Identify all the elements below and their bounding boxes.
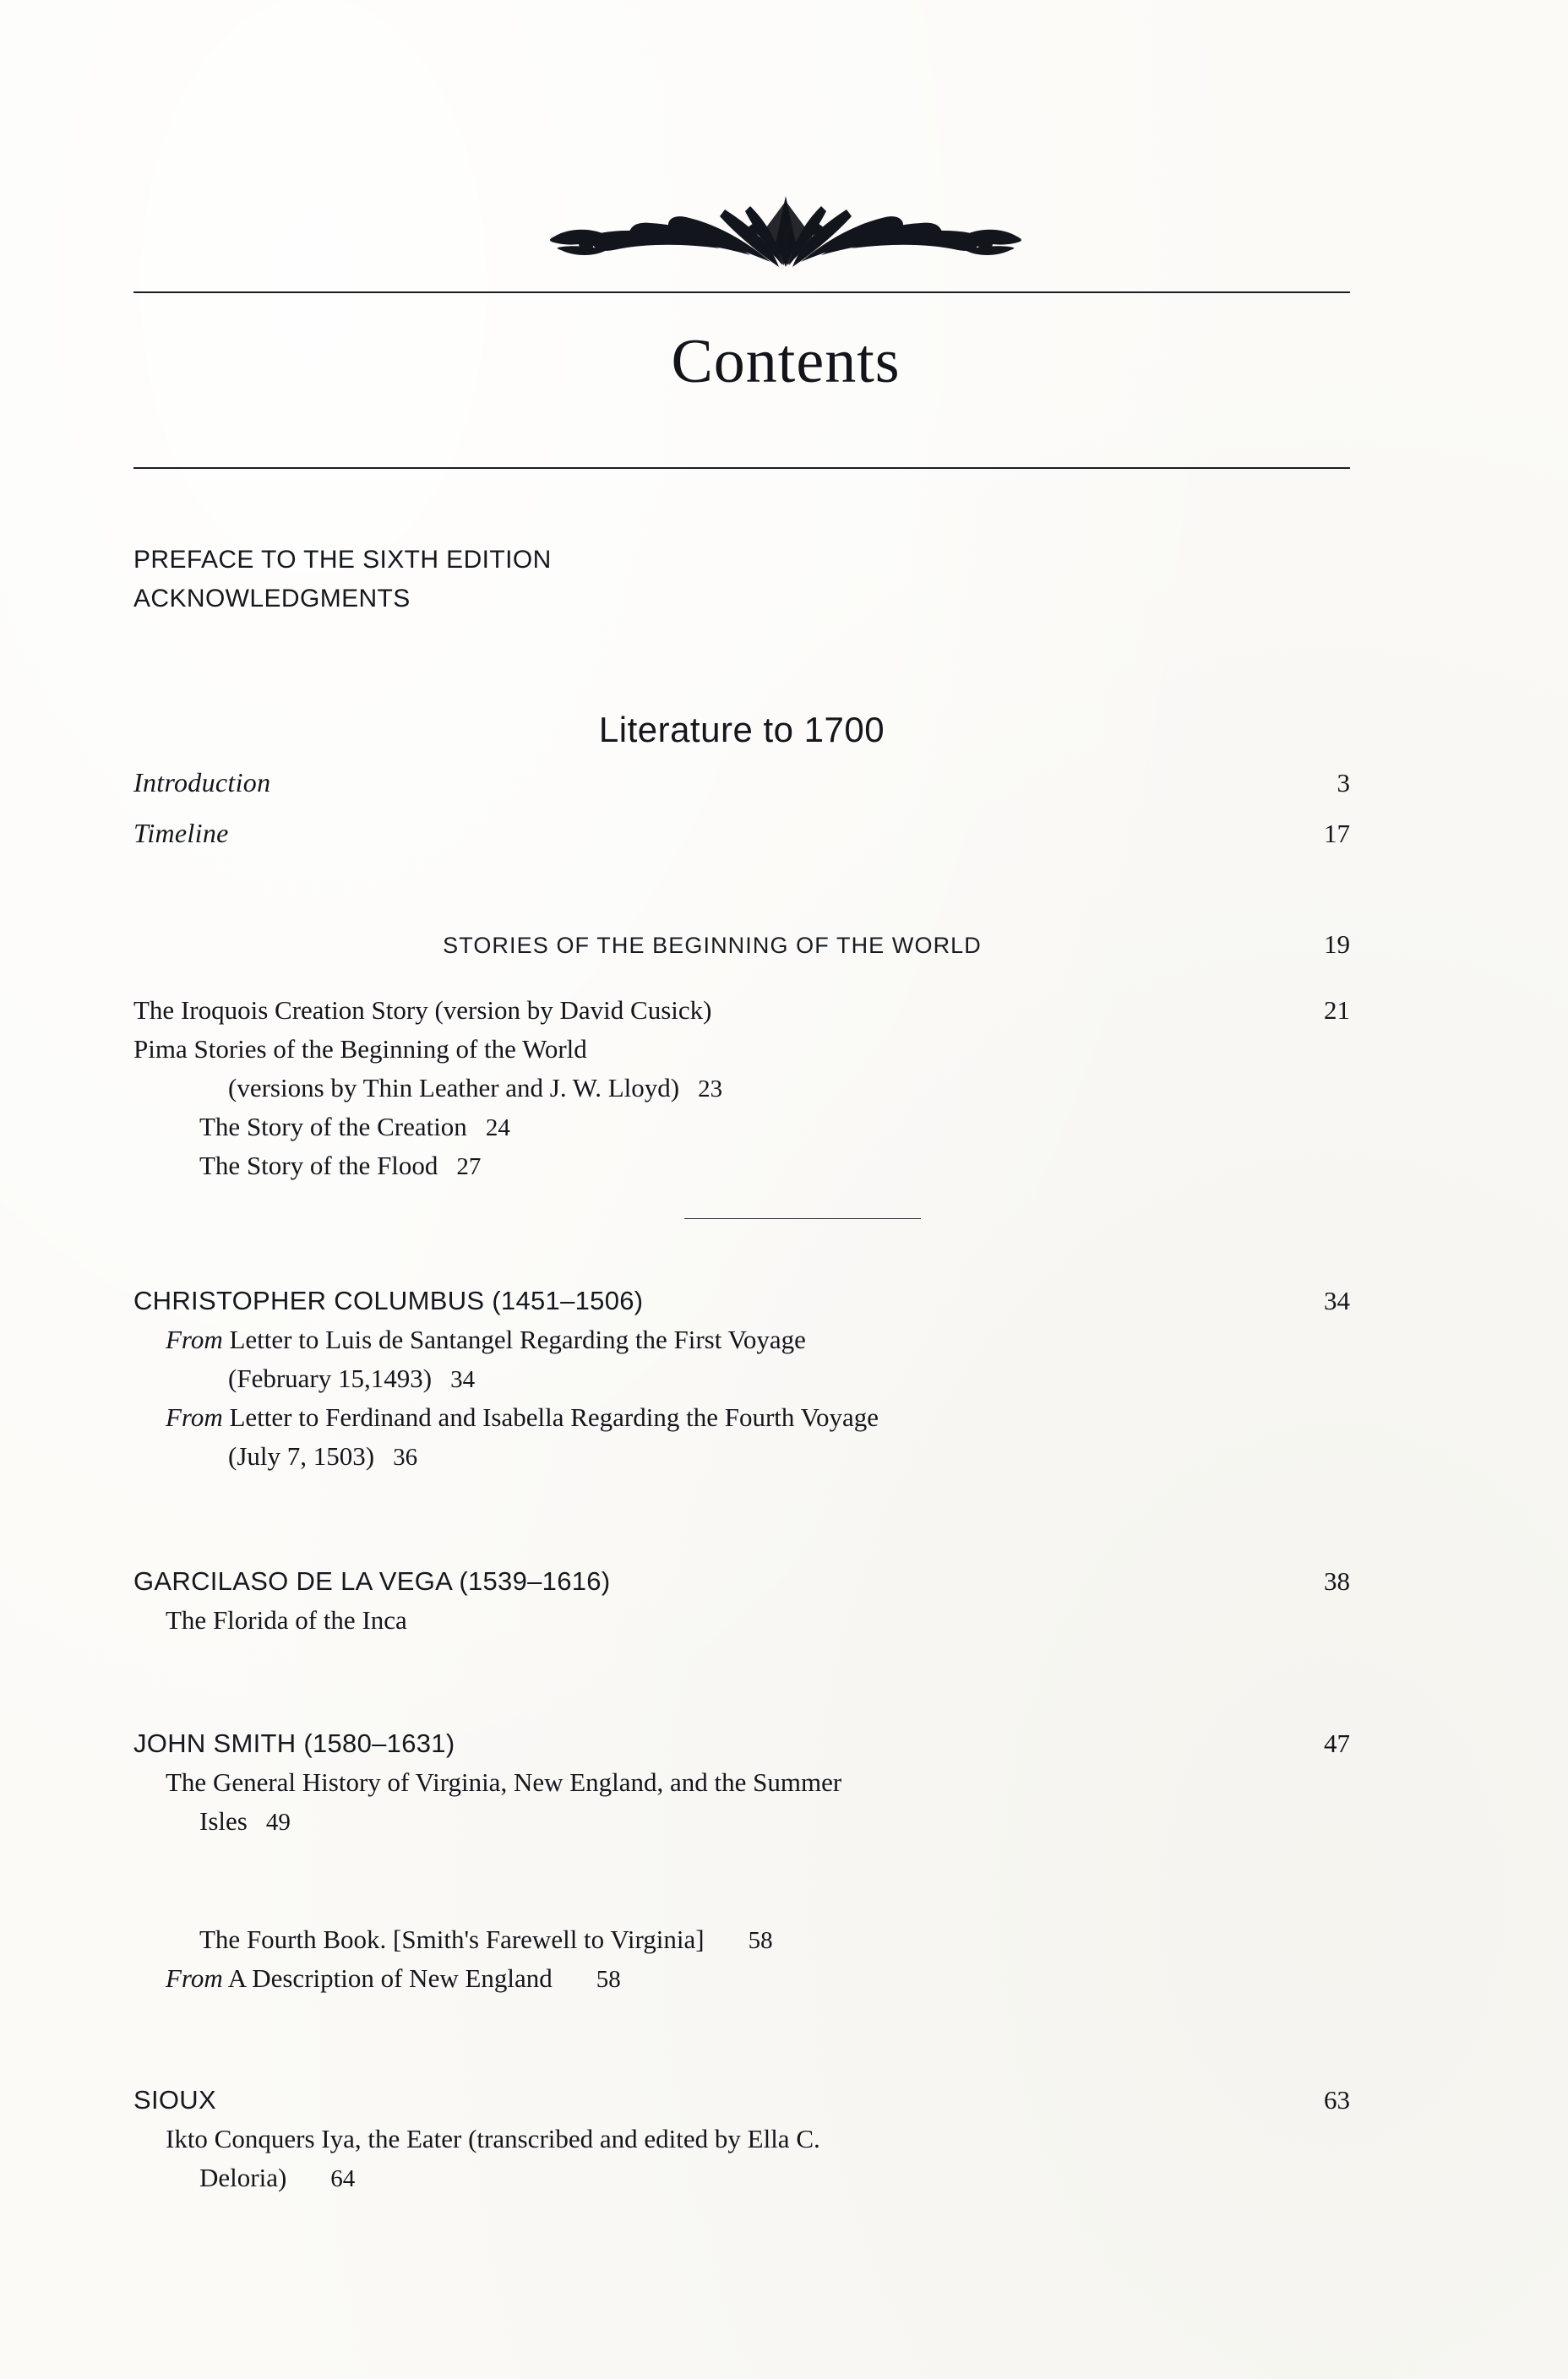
toc-entry-story-flood[interactable] [133,1151,1350,1181]
toc-work[interactable] [133,1364,1350,1394]
toc-entry-page: 3 [1337,768,1350,798]
toc-entry-story-creation[interactable] [133,1112,1350,1142]
toc-work[interactable] [133,2124,1350,2154]
toc-entry-label: The Fourth Book. [Smith's Farewell to Virginia] 58 [199,1924,773,1954]
toc-entry-timeline[interactable] [133,818,1350,849]
toc-entry-inline-page: 58 [596,1966,621,1993]
toc-entry-inline-page: 58 [748,1927,773,1954]
toc-work[interactable] [133,1806,1350,1837]
author-name: SIOUX [133,2085,216,2115]
toc-entry-label: The Iroquois Creation Story (version by David Cusick) [133,995,712,1025]
toc-author-garcilaso[interactable] [133,1566,1350,1597]
page-title: Contents [671,327,901,396]
front-matter-item: PREFACE TO THE SIXTH EDITION [133,546,552,574]
toc-work[interactable] [133,1605,1350,1636]
toc-work[interactable] [133,2163,1350,2193]
toc-work[interactable] [133,1402,1350,1433]
page-content [127,0,1445,2379]
toc-entry-label: Timeline [133,818,229,848]
toc-work[interactable] [133,1924,1350,1955]
toc-entry-label: Deloria) 64 [199,2163,356,2192]
toc-work[interactable] [133,1325,1350,1355]
toc-work[interactable] [133,1963,1350,1994]
toc-entry-inline-page: 27 [456,1153,482,1180]
toc-entry-label: From Letter to Luis de Santangel Regarding the First Voyage [166,1325,806,1354]
toc-entry-label: Isles 49 [199,1806,291,1836]
toc-author-sioux[interactable] [133,2085,1350,2115]
front-matter-item: ACKNOWLEDGMENTS [133,584,411,612]
toc-entry-inline-page: 24 [485,1114,510,1141]
author-name: GARCILASO DE LA VEGA (1539–1616) [133,1566,611,1596]
toc-entry-inline-page: 36 [393,1444,418,1471]
toc-entry-label: Introduction [133,767,271,798]
period-heading: Literature to 1700 [598,710,885,749]
toc-entry-inline-page: 34 [450,1366,476,1393]
toc-entry-pima-versions[interactable] [133,1073,1350,1103]
toc-entry-inline-page: 64 [330,2165,356,2192]
section-heading-page: 19 [1324,929,1350,959]
author-page: 47 [1324,1728,1350,1758]
toc-section-heading-stories[interactable] [133,929,1350,960]
toc-entry-label: Pima Stories of the Beginning of the World [133,1034,587,1064]
toc-entry-pima[interactable] [133,1034,1350,1064]
toc-entry-label: The General History of Virginia, New England, and the Summer [166,1767,842,1797]
toc-entry-page: 21 [1324,995,1350,1025]
toc-entry-label: Ikto Conquers Iya, the Eater (transcribed and edited by Ella C. [166,2124,820,2153]
section-heading-label: STORIES OF THE BEGINNING OF THE WORLD [443,933,982,958]
author-page: 38 [1324,1566,1350,1596]
author-name: JOHN SMITH (1580–1631) [133,1728,455,1758]
toc-entry-iroquois[interactable] [133,995,1350,1026]
decorative-ornament [127,182,1445,279]
toc-entry-introduction[interactable] [133,767,1350,798]
toc-entry-label: (versions by Thin Leather and J. W. Lloyd) 23 [228,1073,723,1102]
toc-entry-label: From Letter to Ferdinand and Isabella Regarding the Fourth Voyage [166,1402,879,1432]
toc-author-john-smith[interactable] [133,1728,1350,1759]
toc-work[interactable] [133,1767,1350,1798]
toc-author-columbus[interactable] [133,1286,1350,1316]
front-matter-list [133,541,1350,618]
toc-entry-page: 17 [1324,819,1350,848]
toc-entry-label: The Florida of the Inca [166,1605,407,1635]
toc-entry-inline-page: 23 [698,1075,723,1102]
author-page: 63 [1324,2085,1350,2115]
toc-work[interactable] [133,1441,1350,1472]
toc-entry-label: (July 7, 1503) 36 [228,1441,418,1471]
section-divider [684,1218,921,1219]
toc-entry-label: The Story of the Flood 27 [199,1151,482,1180]
divider-bottom [133,467,1350,469]
toc-entry-label: The Story of the Creation 24 [199,1112,510,1141]
toc-entry-label: From A Description of New England 58 [166,1963,621,1993]
author-page: 34 [1324,1286,1350,1315]
divider-top [133,291,1350,293]
author-name: CHRISTOPHER COLUMBUS (1451–1506) [133,1286,644,1315]
toc-entry-label: (February 15,1493) 34 [228,1364,476,1393]
toc-entry-inline-page: 49 [265,1809,291,1836]
